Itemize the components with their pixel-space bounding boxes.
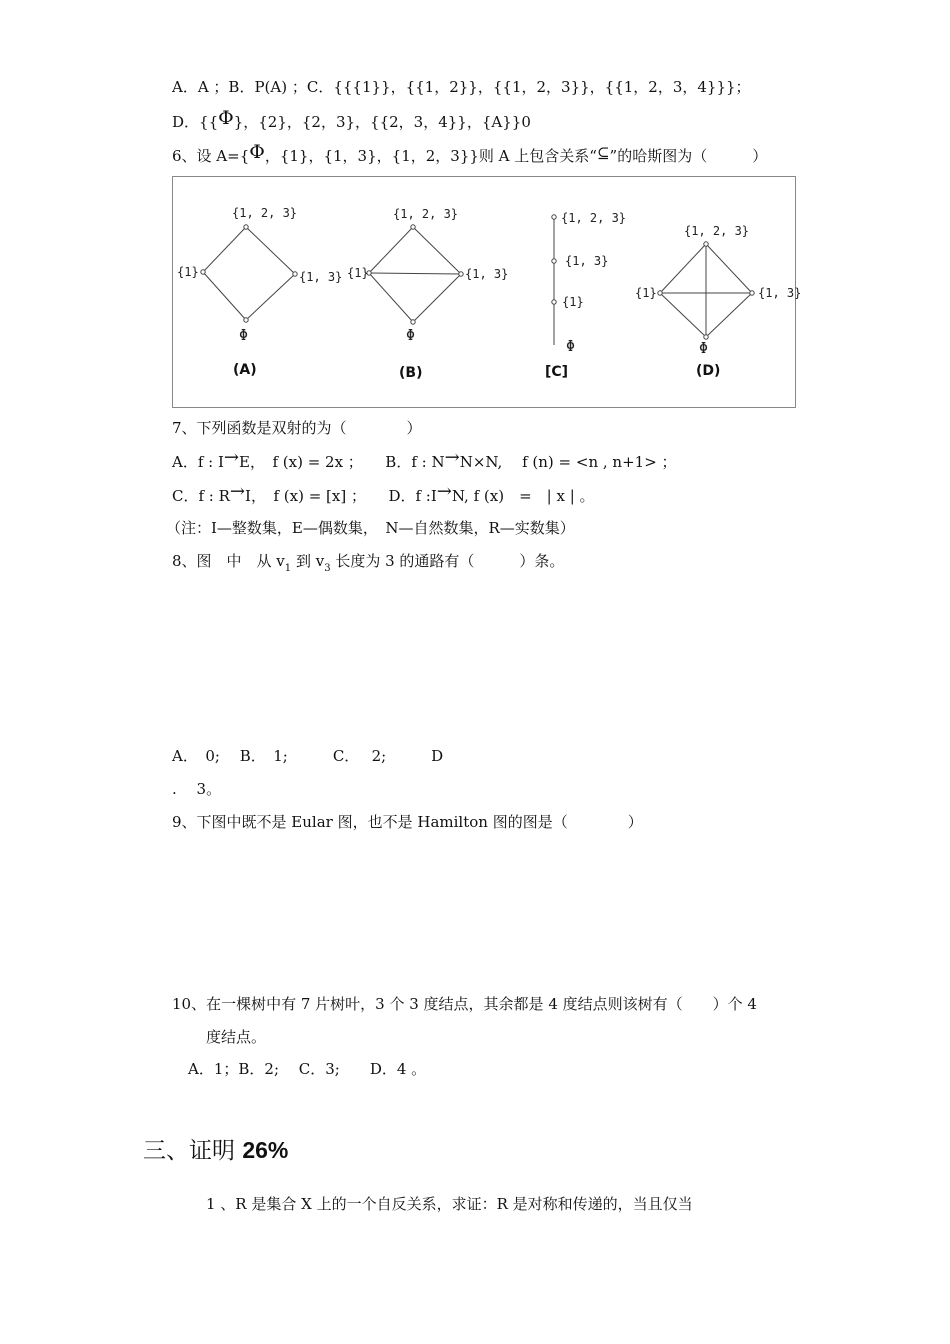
hasse-a-edge [203, 272, 246, 320]
hasse-node [411, 225, 415, 229]
hasse-diagrams-svg [173, 177, 802, 407]
q8-stem [172, 551, 564, 574]
hasse-node [552, 300, 556, 304]
hasse-b-edge [413, 227, 461, 274]
hasse-node [244, 318, 248, 322]
q7-option-d-end: N, f (x) = | x | 。 [451, 487, 595, 505]
hasse-b-edge [369, 227, 413, 273]
q10-stem-continued: 度结点。 [206, 1028, 267, 1046]
hasse-a-top-label: {1, 2, 3} [232, 206, 298, 220]
hasse-b-bottom-label: Φ [406, 326, 416, 344]
hasse-a-bottom-label: Φ [239, 326, 249, 344]
q7-stem: 7、下列函数是双射的为（ ） [172, 419, 422, 437]
hasse-b-left-label: {1} [347, 266, 369, 280]
hasse-node [244, 225, 248, 229]
subseteq-symbol: ⊆ [596, 144, 610, 162]
q7-option-cd-middle: I， f (x) = [x] ； D．f :I [245, 487, 437, 505]
q9-stem: 9、下图中既不是 Eular 图，也不是 Hamilton 图的图是（ ） [172, 813, 643, 831]
q6-stem [172, 141, 768, 166]
hasse-d-left-label: {1} [635, 286, 657, 300]
q8-stem-prefix: 8、图 中 从 v [172, 552, 285, 570]
section-3-title: 三、证明 [143, 1138, 243, 1164]
hasse-c-low-label: {1} [562, 295, 584, 309]
hasse-node [459, 272, 463, 276]
hasse-b-top-label: {1, 2, 3} [393, 207, 459, 221]
q6-stem-prefix: 6、设 A={ [172, 147, 250, 165]
q7-note: （注：I—整数集，E—偶数集， N—自然数集，R—实数集） [166, 519, 575, 537]
q7-option-a-start: A．f : I [172, 453, 224, 471]
q5-option-d-prefix: D．{{ [172, 113, 219, 131]
section-3-heading [143, 1132, 288, 1165]
q8-subscript-1: 1 [284, 563, 292, 574]
hasse-b-caption: (B) [399, 365, 423, 381]
hasse-c-top-label: {1, 2, 3} [561, 211, 627, 225]
hasse-a-right-label: {1, 3} [299, 270, 343, 284]
hasse-b-edge [413, 274, 461, 322]
q7-options-cd [172, 481, 595, 506]
q5-options-abc: A．A ；B．P(A) ；C．{{{1}}，{{1，2}}，{{1，2，3}}，{{1，2，3，4}}}； [172, 78, 751, 96]
hasse-diagram-figure [172, 176, 802, 408]
hasse-d-bottom-label: Φ [699, 339, 709, 357]
hasse-node [658, 291, 662, 295]
hasse-node [704, 242, 708, 246]
hasse-d-edge [660, 244, 706, 293]
hasse-a-edge [203, 227, 246, 272]
hasse-a-left-label: {1} [177, 265, 199, 279]
q7-options-ab [172, 447, 677, 472]
q5-option-d [172, 107, 531, 132]
hasse-b-edge [369, 273, 461, 274]
hasse-d-edge [706, 244, 752, 293]
q8-option-d: . 3。 [172, 780, 222, 798]
q10-stem: 10、在一棵树中有 7 片树叶，3 个 3 度结点，其余都是 4 度结点则该树有（ ）个 4 [172, 995, 757, 1013]
q5-option-d-suffix: }，{2}，{2，3}，{{2，3，4}}，{A}}0 [233, 113, 531, 131]
q6-stem-middle: ，{1}，{1，3}，{1，2，3}}则 A 上包含关系“ [264, 147, 597, 165]
hasse-d-right-label: {1, 3} [758, 286, 802, 300]
q6-stem-suffix: ”的哈斯图为（ ） [609, 147, 768, 165]
hasse-c-caption: [C] [545, 364, 569, 380]
hasse-node [552, 215, 556, 219]
hasse-c-mid-label: {1, 3} [565, 254, 609, 268]
q7-option-b-end: N×N, f (n) = <n , n+1> ； [459, 453, 677, 471]
hasse-node [201, 270, 205, 274]
hasse-b-edge [369, 273, 413, 322]
phi-symbol: Φ [218, 107, 234, 129]
section-3-percent: 26% [242, 1137, 289, 1163]
hasse-d-edge [660, 293, 706, 337]
proof-1-text: 1 、R 是集合 X 上的一个自反关系，求证：R 是对称和传递的，当且仅当 [206, 1195, 693, 1213]
q8-stem-middle: 到 v [291, 552, 325, 570]
hasse-a-edge [246, 227, 295, 274]
q8-options: A． 0; B． 1; C． 2; D [172, 747, 444, 765]
right-arrow-icon: → [436, 481, 452, 502]
right-arrow-icon: → [229, 481, 246, 502]
phi-symbol: Φ [249, 141, 265, 163]
hasse-b-right-label: {1, 3} [465, 267, 509, 281]
right-arrow-icon: → [223, 447, 239, 468]
q8-subscript-3: 3 [324, 563, 331, 574]
hasse-node [750, 291, 754, 295]
hasse-d-edge [706, 293, 752, 337]
hasse-node [293, 272, 297, 276]
hasse-a-edge [246, 274, 295, 320]
hasse-c-bottom-label: Φ [566, 337, 576, 355]
q7-option-ab-middle: E， f (x) = 2x ； B．f : N [239, 453, 445, 471]
hasse-d-top-label: {1, 2, 3} [684, 224, 750, 238]
q8-stem-suffix: 长度为 3 的通路有（ ）条。 [330, 552, 565, 570]
right-arrow-icon: → [444, 447, 460, 468]
hasse-d-caption: (D) [696, 363, 721, 379]
hasse-a-caption: (A) [233, 362, 257, 378]
hasse-node [411, 320, 415, 324]
q10-options: A．1；B．2; C．3; D．4 。 [188, 1060, 427, 1078]
q7-option-c-start: C．f : R [172, 487, 230, 505]
hasse-node [552, 259, 556, 263]
